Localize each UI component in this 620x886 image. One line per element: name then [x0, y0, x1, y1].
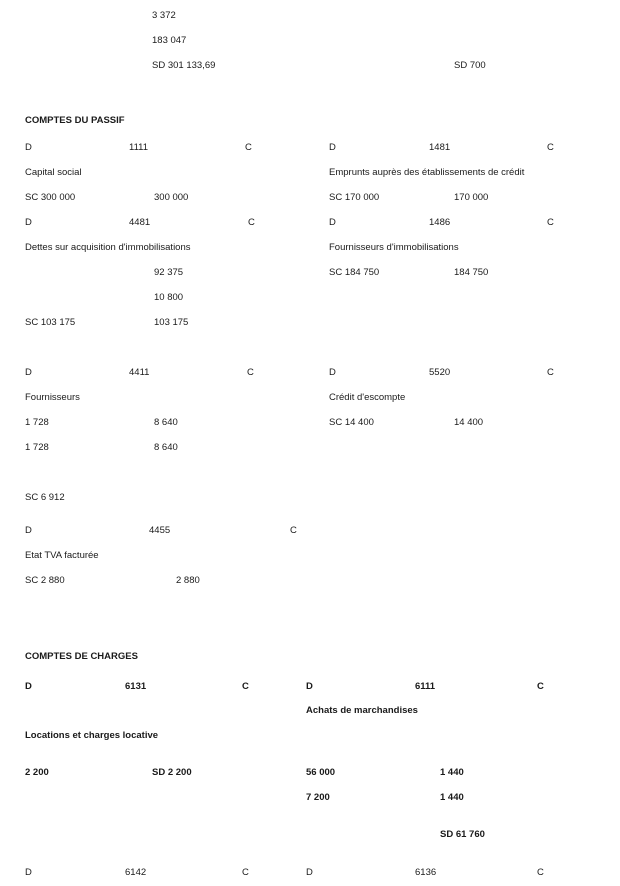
account-4411-credit: C: [247, 367, 254, 378]
account-1486-debit: D: [329, 217, 336, 228]
account-6136-credit: C: [537, 867, 544, 878]
account-4481-number: 4481: [129, 217, 151, 228]
account-6111-credit-entry-1: 1 440: [440, 767, 464, 778]
account-6131-number: 6131: [125, 681, 147, 692]
account-4455-credit: C: [290, 525, 297, 536]
account-6136-debit: D: [306, 867, 313, 878]
account-6131-right: SD 2 200: [152, 767, 192, 778]
account-4411-credit-entry-1: 8 640: [154, 417, 178, 428]
account-4481-credit-entry-2: 10 800: [154, 292, 184, 303]
account-1486-credit: C: [547, 217, 554, 228]
account-6142-number: 6142: [125, 867, 147, 878]
account-6111-debit-entry-2: 7 200: [306, 792, 330, 803]
account-1486-number: 1486: [429, 217, 451, 228]
account-6131-debit: D: [25, 681, 32, 692]
account-4411-name: Fournisseurs: [25, 392, 80, 403]
account-4455-name: Etat TVA facturée: [25, 550, 99, 561]
account-4481-debit: D: [25, 217, 32, 228]
account-5520-debit: D: [329, 367, 336, 378]
account-6111-debit: D: [306, 681, 313, 692]
account-4411-credit-entry-2: 8 640: [154, 442, 178, 453]
account-6111-name: Achats de marchandises: [306, 705, 418, 716]
account-4455-right: 2 880: [176, 575, 200, 586]
account-4481-credit-entry-1: 92 375: [154, 267, 184, 278]
account-6111-debit-entry-1: 56 000: [306, 767, 336, 778]
account-1486-name: Fournisseurs d'immobilisations: [329, 242, 459, 253]
account-4455-number: 4455: [149, 525, 171, 536]
account-6111-credit-entry-2: 1 440: [440, 792, 464, 803]
account-1111-right: 300 000: [154, 192, 189, 203]
section-heading-passif: COMPTES DU PASSIF: [25, 115, 125, 126]
account-1481-name: Emprunts auprès des établissements de crédit: [329, 167, 525, 178]
account-4411-debit-entry-2: 1 728: [25, 442, 49, 453]
top-balance-right: SD 700: [454, 60, 486, 71]
account-5520-left: SC 14 400: [329, 417, 374, 428]
account-1481-debit: D: [329, 142, 336, 153]
account-4481-left: SC 103 175: [25, 317, 76, 328]
account-1111-left: SC 300 000: [25, 192, 76, 203]
account-1481-left: SC 170 000: [329, 192, 380, 203]
account-1111-number: 1111: [129, 142, 149, 153]
account-5520-credit: C: [547, 367, 554, 378]
account-6131-left: 2 200: [25, 767, 49, 778]
account-6111-balance: SD 61 760: [440, 829, 485, 840]
account-4481-credit: C: [248, 217, 255, 228]
account-4411-balance: SC 6 912: [25, 492, 65, 503]
account-1111-credit: C: [245, 142, 252, 153]
section-heading-charges: COMPTES DE CHARGES: [25, 651, 138, 662]
top-value-2: 183 047: [152, 35, 187, 46]
account-1486-right: 184 750: [454, 267, 489, 278]
account-5520-number: 5520: [429, 367, 451, 378]
account-4481-right: 103 175: [154, 317, 189, 328]
account-4411-number: 4411: [129, 367, 150, 378]
account-4455-left: SC 2 880: [25, 575, 65, 586]
account-4411-debit: D: [25, 367, 32, 378]
account-1481-credit: C: [547, 142, 554, 153]
account-1481-right: 170 000: [454, 192, 489, 203]
account-1111-name: Capital social: [25, 167, 82, 178]
account-6142-credit: C: [242, 867, 249, 878]
account-1486-left: SC 184 750: [329, 267, 380, 278]
account-6111-credit: C: [537, 681, 544, 692]
account-5520-right: 14 400: [454, 417, 484, 428]
account-1111-debit: D: [25, 142, 32, 153]
account-4411-debit-entry-1: 1 728: [25, 417, 49, 428]
account-6131-name: Locations et charges locative: [25, 730, 159, 741]
account-1481-number: 1481: [429, 142, 451, 153]
account-6142-debit: D: [25, 867, 32, 878]
top-value-1: 3 372: [152, 10, 176, 21]
account-6136-number: 6136: [415, 867, 437, 878]
account-6131-credit: C: [242, 681, 249, 692]
top-balance-left: SD 301 133,69: [152, 60, 216, 71]
account-4481-name: Dettes sur acquisition d'immobilisations: [25, 242, 191, 253]
account-6111-number: 6111: [415, 681, 436, 692]
account-4455-debit: D: [25, 525, 32, 536]
account-5520-name: Crédit d'escompte: [329, 392, 406, 403]
